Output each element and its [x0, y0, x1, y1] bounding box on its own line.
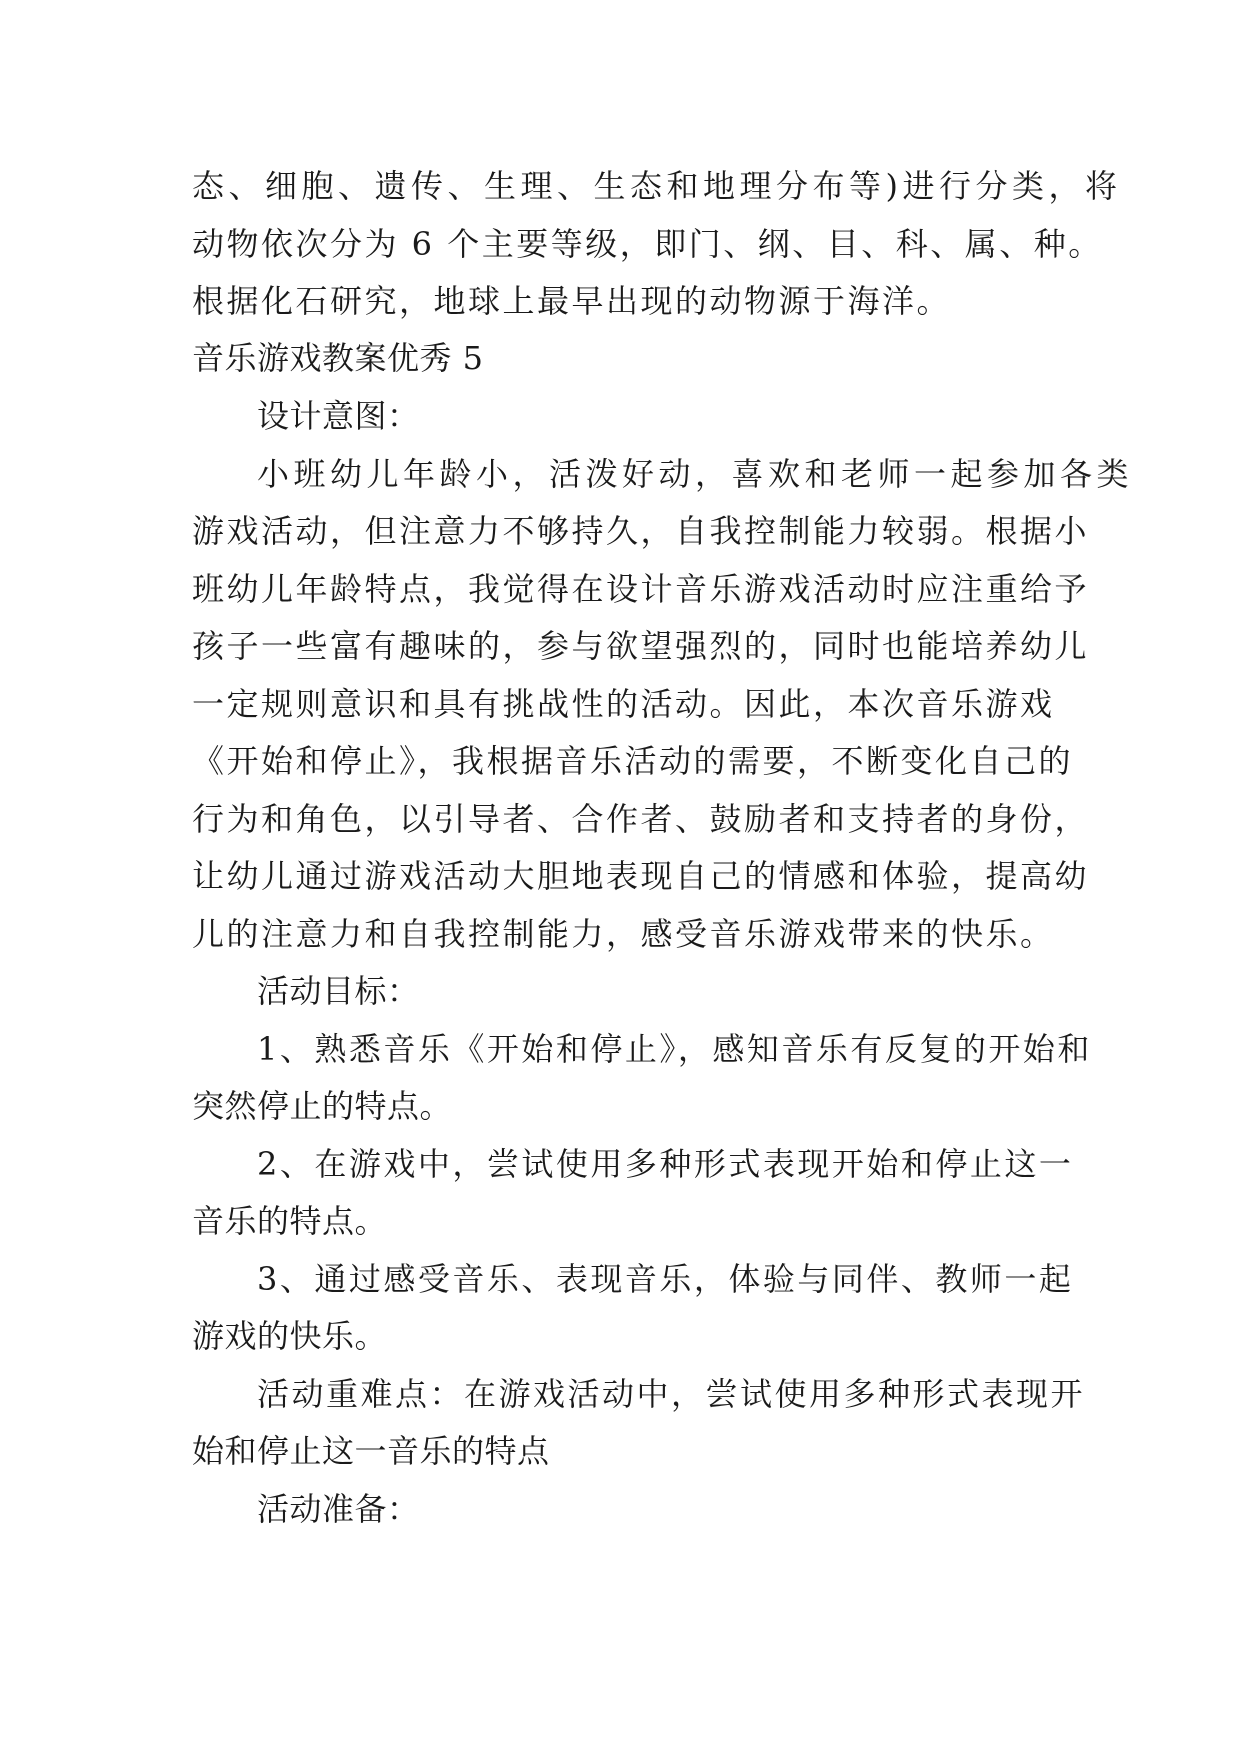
body-text-line: 《开始和停止》，我根据音乐活动的需要，不断变化自己的 — [192, 742, 1074, 780]
subheading-preparation: 活动准备： — [257, 1490, 420, 1528]
body-text-line: 让幼儿通过游戏活动大胆地表现自己的情感和体验，提高幼 — [192, 857, 1090, 895]
subheading-design-intent: 设计意图： — [257, 397, 420, 435]
body-text-line: 孩子一些富有趣味的，参与欲望强烈的，同时也能培养幼儿 — [192, 627, 1090, 665]
key-difficulty-line-continued: 始和停止这一音乐的特点 — [192, 1432, 550, 1470]
body-text-line: 班幼儿年龄特点，我觉得在设计音乐游戏活动时应注重给予 — [192, 570, 1090, 608]
subheading-objectives: 活动目标： — [257, 972, 420, 1010]
objective-item-continued: 游戏的快乐。 — [192, 1317, 388, 1355]
body-text-line: 根据化石研究，地球上最早出现的动物源于海洋。 — [192, 282, 952, 320]
objective-item: 1、熟悉音乐《开始和停止》，感知音乐有反复的开始和 — [257, 1030, 1092, 1068]
body-text-line: 一定规则意识和具有挑战性的活动。因此，本次音乐游戏 — [192, 685, 1055, 723]
objective-item: 2、在游戏中，尝试使用多种形式表现开始和停止这一 — [257, 1145, 1074, 1183]
key-difficulty-line: 活动重难点：在游戏活动中，尝试使用多种形式表现开 — [257, 1375, 1086, 1413]
section-heading: 音乐游戏教案优秀 5 — [192, 339, 484, 377]
body-text-line: 行为和角色，以引导者、合作者、鼓励者和支持者的身份， — [192, 800, 1090, 838]
body-text-line: 儿的注意力和自我控制能力，感受音乐游戏带来的快乐。 — [192, 915, 1055, 953]
objective-item: 3、通过感受音乐、表现音乐，体验与同伴、教师一起 — [257, 1260, 1074, 1298]
objective-item-continued: 突然停止的特点。 — [192, 1087, 453, 1125]
objective-item-continued: 音乐的特点。 — [192, 1202, 388, 1240]
body-text-line: 态、细胞、遗传、生理、生态和地理分布等)进行分类，将 — [192, 167, 1122, 205]
body-text-line: 动物依次分为 6 个主要等级，即门、纲、目、科、属、种。 — [192, 225, 1103, 263]
body-text-line: 游戏活动，但注意力不够持久，自我控制能力较弱。根据小 — [192, 512, 1090, 550]
body-text-line: 小班幼儿年龄小，活泼好动，喜欢和老师一起参加各类 — [257, 455, 1134, 493]
